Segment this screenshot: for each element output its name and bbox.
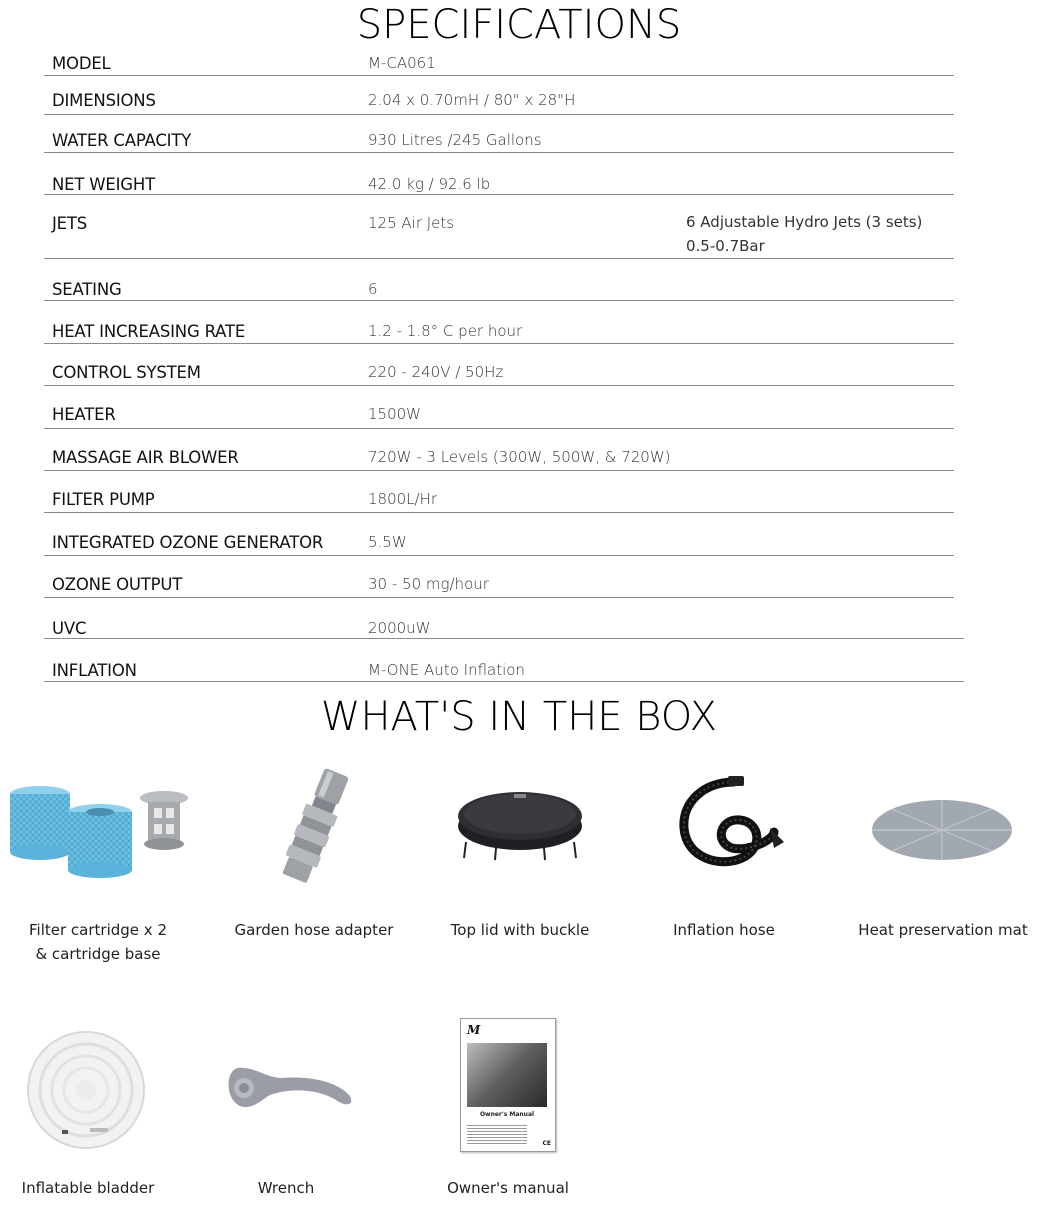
spec-value-secondary (686, 210, 922, 258)
spec-label: MODEL (52, 54, 111, 73)
box-item-wrench (186, 1048, 386, 1208)
spec-row-ozone-output (44, 556, 954, 598)
spec-label: SEATING (52, 280, 122, 299)
manual-photo (467, 1043, 547, 1107)
spec-value: 930 Litres /245 Gallons (368, 131, 542, 149)
box-item-caption: Top lid with buckle (450, 921, 590, 939)
spec-value: 2.04 x 0.70mH / 80" x 28"H (368, 91, 576, 109)
spec-value: 6 (368, 280, 378, 298)
spec-label: NET WEIGHT (52, 175, 155, 194)
box-item-top-lid (420, 782, 620, 962)
manual-brand: M (467, 1023, 481, 1037)
spec-value: 2000uW (368, 619, 431, 637)
whats-in-the-box-title: WHAT'S IN THE BOX (320, 694, 718, 740)
spec-value: 1500W (368, 405, 422, 423)
specifications-title: SPECIFICATIONS (356, 2, 682, 48)
spec-label: OZONE OUTPUT (52, 575, 183, 594)
spec-row-heat-rate (44, 301, 954, 344)
lid-icon (420, 782, 620, 862)
box-item-caption: Wrench (257, 1179, 315, 1197)
box-item-garden-hose-adapter (214, 762, 414, 962)
spec-row-control-system (44, 344, 954, 386)
spec-value: 220 - 240V / 50Hz (368, 363, 504, 381)
spec-value: 720W - 3 Levels (300W, 500W, & 720W) (368, 448, 671, 466)
spec-value: 42.0 kg / 92.6 lb (368, 175, 491, 193)
box-item-caption: Garden hose adapter (234, 921, 394, 939)
box-item-heat-mat (848, 792, 1038, 972)
box-item-caption: Owner's manual (447, 1179, 569, 1197)
spec-value: 5.5W (368, 533, 407, 551)
manual-heading: Owner's Manual (479, 1111, 535, 1118)
spec-value: M-CA061 (368, 54, 436, 72)
spec-row-uvc (44, 598, 964, 639)
spec-row-net-weight (44, 153, 954, 195)
box-item-owners-manual (428, 1016, 588, 1208)
manual-text-lines (467, 1123, 527, 1145)
spec-value-line: 0.5-0.7Bar (686, 237, 765, 255)
spec-label: HEATER (52, 405, 116, 424)
box-item-caption: Inflatable bladder (21, 1179, 155, 1197)
spec-value-line: 6 Adjustable Hydro Jets (3 sets) (686, 213, 923, 231)
spec-row-seating (44, 259, 954, 301)
spec-label: UVC (52, 619, 87, 638)
box-item-caption: Filter cartridge x 2 & cartridge base (29, 921, 167, 963)
spec-label: CONTROL SYSTEM (52, 363, 201, 382)
manual-ce-mark: CE (542, 1140, 551, 1147)
spec-value: 30 - 50 mg/hour (368, 575, 489, 593)
spec-row-filter-pump (44, 471, 954, 513)
bladder-icon (0, 1018, 176, 1158)
hose-icon (624, 772, 824, 882)
spec-value: 1800L/Hr (368, 490, 438, 508)
spec-label: DIMENSIONS (52, 91, 156, 110)
spec-row-model (44, 48, 954, 76)
spec-label: JETS (52, 214, 88, 233)
box-item-caption: Heat preservation mat (858, 921, 1028, 939)
spec-label: INTEGRATED OZONE GENERATOR (52, 533, 324, 552)
spec-row-dimensions (44, 76, 954, 115)
filter-cartridge-icon (0, 772, 196, 882)
box-item-caption: Inflation hose (673, 921, 775, 939)
manual-icon (460, 1018, 556, 1152)
spec-value: 125 Air Jets (368, 214, 455, 232)
spec-label: INFLATION (52, 661, 137, 680)
hose-adapter-icon (214, 762, 414, 892)
box-item-filter-cartridge (0, 772, 196, 972)
spec-row-water-capacity (44, 115, 954, 153)
spec-label: MASSAGE AIR BLOWER (52, 448, 239, 467)
spec-label: FILTER PUMP (52, 490, 155, 509)
mat-icon (848, 792, 1038, 872)
box-item-inflatable-bladder (0, 1018, 176, 1208)
spec-label: HEAT INCREASING RATE (52, 322, 246, 341)
spec-label: WATER CAPACITY (52, 131, 192, 150)
box-item-inflation-hose (624, 772, 824, 962)
spec-row-inflation (44, 639, 964, 682)
spec-value: 1.2 - 1.8° C per hour (368, 322, 523, 340)
spec-row-ozone-generator (44, 513, 954, 556)
wrench-icon (186, 1048, 386, 1128)
spec-value: M-ONE Auto Inflation (368, 661, 525, 679)
spec-row-air-blower (44, 429, 954, 471)
spec-row-heater (44, 386, 954, 429)
spec-row-jets (44, 195, 954, 259)
